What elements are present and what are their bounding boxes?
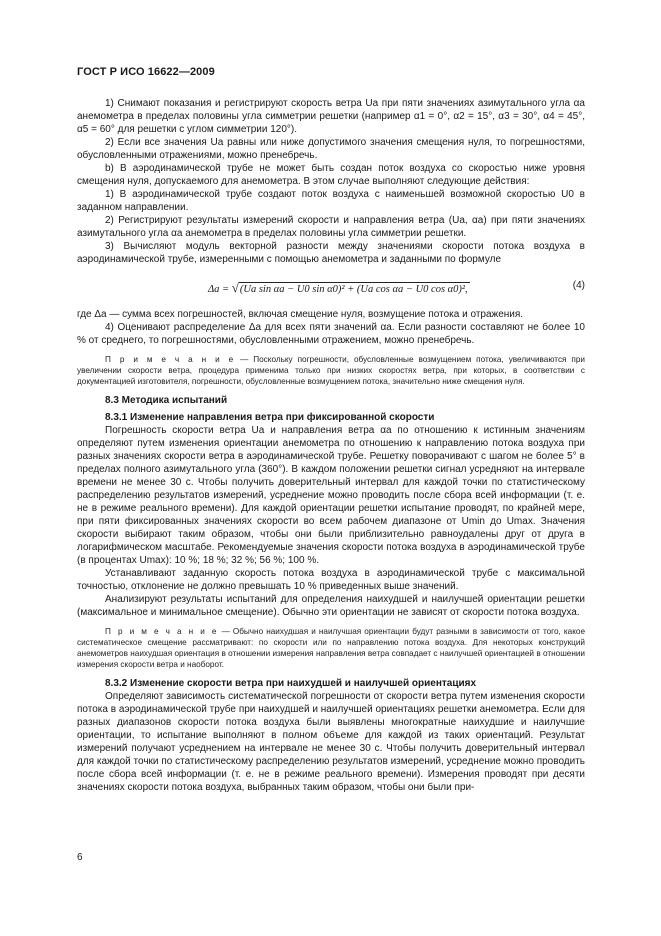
note-text: — Поскольку погрешности, обусловленные возмущением потока, увеличиваются при увеличении скорости ветра, процедура применима только при низких скоростях ветра, при которых, в соответствии с документацией изготовителя, погрешности, обусловленные возмущением потока, значительно ниже смещения нуля.: [77, 355, 585, 386]
formula-lhs: Δa =: [208, 284, 230, 295]
paragraph: 3) Вычисляют модуль векторной разности между значениями скорости потока воздуха в аэродинамической трубе, измеренными с помощью анемометра и заданными по формуле: [77, 241, 585, 265]
paragraph: 2) Если все значения Ua равны или ниже допустимого значения смещения нуля, то погрешностями, обусловленными отражениями, можно пренебречь.: [77, 137, 585, 161]
section-heading-8-3: 8.3 Методика испытаний: [105, 395, 228, 406]
paragraph: где Δa — сумма всех погрешностей, включая смещение нуля, возмущение потока и отражения.: [77, 309, 524, 320]
note-label: П р и м е ч а н и е: [105, 355, 236, 364]
formula-4: [77, 276, 585, 302]
formula-expression: Δa = √(Ua sin αa − U0 sin α0)² + (Ua cos αa − U0 cos α0)²,: [208, 280, 468, 295]
section-heading-8-3-2: 8.3.2 Изменение скорости ветра при наихудшей и наилучшей ориентациях: [105, 678, 477, 689]
note-2: [77, 626, 585, 670]
page-content: [77, 97, 585, 794]
page-number: 6: [77, 852, 83, 863]
note-label: П р и м е ч а н и е: [105, 627, 219, 636]
paragraph: Анализируют результаты испытаний для определения наихудшей и наилучшей ориентации решетки (максимальное и минимальное смещение). Обычно эти ориентации не зависят от скорости потока воздуха.: [77, 594, 585, 618]
formula-radicand: (Ua sin αa − U0 sin α0)² + (Ua cos αa − U0 cos α0)²,: [239, 284, 468, 295]
paragraph: 1) Снимают показания и регистрируют скорость ветра Ua при пяти значениях азимутального угла αa анемометра в пределах половины угла симметрии решетки (например α1 = 0°, α2 = 15°, α3 = 30°, α4 = 45°, α5 = 60° для решетки с углом симметрии 120°).: [77, 98, 585, 135]
formula-number: (4): [572, 280, 585, 291]
paragraph: 1) В аэродинамической трубе создают поток воздуха с наименьшей возможной скоростью U0 в заданном направлении.: [77, 189, 585, 213]
paragraph: b) В аэродинамической трубе не может быть создан поток воздуха со скоростью ниже уровня смещения нуля, допускаемого для анемометра. В этом случае выполняют следующие действия:: [77, 163, 585, 187]
page-header: ГОСТ Р ИСО 16622—2009: [77, 66, 215, 78]
paragraph: 4) Оценивают распределение Δa для всех пяти значений αa. Если разности составляют не более 10 % от среднего, то погрешностями, обусловленными отражением, можно пренебречь.: [77, 322, 585, 346]
note-text: — Обычно наихудшая и наилучшая ориентации будут разными в зависимости от того, какое систематическое смещение рассматривают: по скорости или по направлению потока воздуха. Для некоторых конструкций анемометров наихудшая ориентация в отношении измерения направления ветра совпадает с наилучшей ориентацией в отношении измерения скорости ветра и наоборот.: [77, 627, 585, 669]
paragraph: 2) Регистрируют результаты измерений скорости и направления ветра (Ua, αa) при пяти значениях азимутального угла αa анемометра в пределах половины угла симметрии решетки.: [77, 215, 585, 239]
note-1: [77, 354, 585, 387]
paragraph: Погрешность скорости ветра Ua и направления ветра αa по отношению к истинным значениям определяют путем изменения ориентации анемометра по отношению к направлению потока воздуха при разных значениях скорости ветра в аэродинамической трубе. Решетку поворачивают с шагом не более 5° в пределах полного азимутального угла (360°). В каждом положении решетки сигнал усредняют на интервале времени не менее 30 с. Чтобы получить доверительный интервал для каждой точки по статистическому распределению результатов измерений, усреднение можно проводить после сбора всей информации (т. е. не в режиме реального времени). Для каждой ориентации решетки испытание проводят, по крайней мере, при пяти фиксированных значениях скорости во всем рабочем диапазоне от Umin до Umax. Значения скорости выбирают таким образом, чтобы они были приблизительно равноудалены друг от друга в логарифмическом масштабе. Рекомендуемые значения скорости потока воздуха в аэродинамической трубе (в процентах Umax): 10 %; 18 %; 32 %; 56 %; 100 %.: [77, 425, 585, 566]
paragraph: Устанавливают заданную скорость потока воздуха в аэродинамической трубе с максимальной точностью, отклонение не должно превышать 10 % приведенных выше значений.: [77, 568, 585, 592]
paragraph: Определяют зависимость систематической погрешности от скорости ветра путем изменения скорости потока в аэродинамической трубе при наихудшей и наилучшей ориентациях решетки анемометра. Если для разных диапазонов скорости потока воздуха были выявлены многократные наихудшие и наилучшие ориентации, то испытание выполняют в полном объеме для каждой из таких ориентаций. Результат измерений получают усреднением на интервале не менее 30 с. Чтобы получить доверительный интервал для каждой точки по статистическому распределению результатов измерений, усреднение можно проводить после сбора всей информации (т. е. не в режиме реального времени). Измерения проводят при десяти значениях скорости потока воздуха, выбранных таким образом, чтобы они были при-: [77, 691, 585, 793]
section-heading-8-3-1: 8.3.1 Изменение направления ветра при фиксированной скорости: [105, 412, 435, 423]
